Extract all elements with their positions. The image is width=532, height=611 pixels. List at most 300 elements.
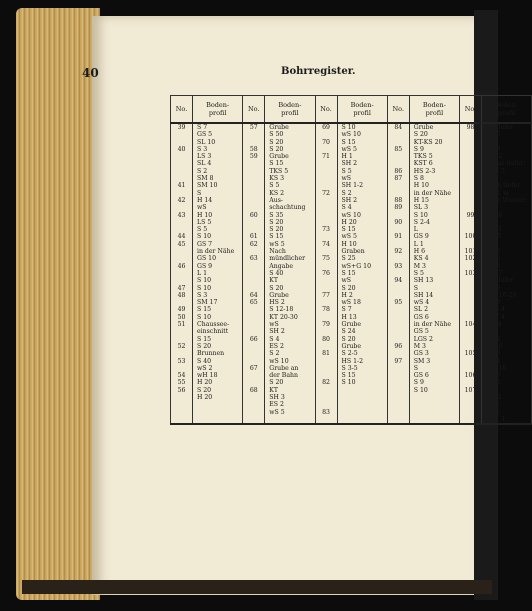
profile-entry: S 40 xyxy=(269,269,284,277)
profile-entry: in der Nähe xyxy=(413,189,451,197)
profile-entry: SL 4 xyxy=(486,357,501,365)
profile-entry: ES 2 xyxy=(269,342,284,350)
profile-entry: TKS 5 xyxy=(413,153,433,161)
profile-entry: TKS 5 xyxy=(486,167,505,175)
profile-entry: S 50 xyxy=(269,131,284,139)
bore-number xyxy=(388,226,409,233)
profile-column xyxy=(265,123,315,424)
profile-entry: SH 14 xyxy=(413,291,434,299)
bore-number xyxy=(243,409,264,416)
bore-number xyxy=(171,153,192,160)
bore-number: 43 xyxy=(177,211,186,219)
profile-entry: S 24 xyxy=(341,328,356,336)
profile-entry: etwas tiefer: xyxy=(486,160,526,168)
bore-number xyxy=(316,248,337,255)
bore-number xyxy=(388,160,409,167)
profile-entry: KS 3 xyxy=(269,175,285,183)
bore-number: 63 xyxy=(249,255,258,263)
bore-number: 96 xyxy=(394,342,403,350)
bore-number xyxy=(316,372,337,379)
bore-number: 105 xyxy=(464,350,477,358)
profile-entry: SM 6 xyxy=(486,211,503,219)
bore-number xyxy=(243,372,264,379)
bore-number xyxy=(171,277,192,284)
profile-entry: S xyxy=(413,364,418,372)
profile-entry: KT xyxy=(269,386,278,394)
bore-number xyxy=(388,314,409,321)
profile-entry: S xyxy=(486,218,491,226)
profile-entry: S 25 xyxy=(341,255,356,263)
number-column xyxy=(460,123,482,424)
profile-entry: H 15 xyxy=(413,196,429,204)
profile-entry: S 15 xyxy=(269,233,284,241)
bore-number xyxy=(171,336,192,343)
bore-number xyxy=(388,131,409,138)
profile-entry: S 10 xyxy=(413,386,428,394)
bore-number xyxy=(171,248,192,255)
profile-entry: KT 20-30 xyxy=(269,313,298,321)
profile-entry: SH 2 xyxy=(269,328,285,336)
bore-number xyxy=(171,131,192,138)
profile-entry: SL 6 xyxy=(486,262,501,270)
bore-number xyxy=(388,292,409,299)
profile-entry: SL 2 xyxy=(413,306,429,314)
profile-entry: SM 3 xyxy=(413,357,431,365)
profile-entry: S 20 xyxy=(269,145,284,153)
bore-number xyxy=(316,314,337,321)
bore-number xyxy=(460,336,481,343)
profile-entry: S 3 xyxy=(197,145,208,153)
profile-entry: wS 5 xyxy=(269,240,285,248)
bore-number: 73 xyxy=(322,226,330,234)
profile-entry: S 15 xyxy=(197,306,212,314)
bore-number xyxy=(388,182,409,189)
bore-number xyxy=(316,358,337,365)
profile-entry: S 15 xyxy=(341,269,356,277)
profile-entry: S 2 xyxy=(197,167,208,175)
bore-number xyxy=(171,365,192,372)
bore-number: 99 xyxy=(466,211,475,219)
header-no: No. xyxy=(387,96,409,124)
bore-number xyxy=(243,306,264,313)
bore-number xyxy=(316,146,337,153)
header-profile: Boden- profil xyxy=(265,96,315,124)
bore-number xyxy=(243,394,264,401)
bore-number xyxy=(243,401,264,408)
bore-number xyxy=(388,153,409,160)
profile-entry: SH 13 xyxy=(413,277,434,285)
bore-number xyxy=(171,226,192,233)
profile-entry: GS 6 xyxy=(413,313,429,321)
bore-number: 81 xyxy=(322,350,330,358)
bore-number: 55 xyxy=(177,379,186,387)
profile-entry: S 9 xyxy=(413,145,424,153)
profile-entry: wS xyxy=(197,204,207,212)
profile-entry: H 20 xyxy=(341,218,357,226)
profile-entry: S 10 xyxy=(413,211,428,219)
bore-number xyxy=(243,160,264,167)
bore-number: 86 xyxy=(394,167,403,175)
profile-entry: SM 10-20 xyxy=(486,291,517,299)
bore-number xyxy=(316,365,337,372)
profile-entry: SM 8 xyxy=(197,175,214,183)
bore-number xyxy=(316,204,337,211)
profile-entry: H 6 xyxy=(413,248,426,256)
bore-number xyxy=(388,306,409,313)
bore-number xyxy=(316,285,337,292)
bore-number xyxy=(460,379,481,386)
bore-number xyxy=(388,285,409,292)
bore-number: 58 xyxy=(249,145,258,153)
bore-number: 51 xyxy=(177,321,186,329)
bore-number xyxy=(316,328,337,335)
profile-entry: SL 4 xyxy=(197,160,212,168)
header-profile: Boden- profil xyxy=(409,96,459,124)
bore-number: 68 xyxy=(249,386,258,394)
bore-number xyxy=(171,204,192,211)
profile-entry: Grube an xyxy=(269,364,299,372)
profile-entry: GS 7 xyxy=(197,240,213,248)
bore-number: 97 xyxy=(394,357,403,365)
profile-entry: S 20 xyxy=(269,138,284,146)
profile-entry: SH 2 xyxy=(341,160,358,168)
profile-entry: S 11 xyxy=(486,401,501,409)
profile-entry: SM 17 xyxy=(197,299,218,307)
profile-entry: H 20 xyxy=(197,379,213,387)
bore-number: 54 xyxy=(177,372,186,380)
profile-entry: Grube xyxy=(269,124,289,131)
profile-entry: Grube xyxy=(269,153,289,161)
profile-entry: S 20 xyxy=(269,226,284,234)
bore-number xyxy=(243,314,264,321)
profile-entry: S 7 xyxy=(486,204,497,212)
bore-number xyxy=(388,190,409,197)
bore-number: 90 xyxy=(394,218,403,226)
bore-number: 107 xyxy=(464,386,477,394)
profile-entry: SM 6 xyxy=(486,342,503,350)
profile-entry: HS 2 xyxy=(486,393,502,401)
bore-number: 102 xyxy=(464,255,477,263)
header-profile: Boden- profil xyxy=(337,96,387,124)
bore-number: 40 xyxy=(177,145,186,153)
profile-entry: GS 6 xyxy=(413,372,429,380)
bore-number xyxy=(460,139,481,146)
bore-number xyxy=(171,139,192,146)
profile-entry: S 5 xyxy=(413,269,424,277)
bore-number xyxy=(460,241,481,248)
profile-entry: Grube xyxy=(341,321,362,329)
profile-entry: der Bahn xyxy=(269,372,299,380)
profile-entry: noch tiefer xyxy=(486,182,521,190)
profile-entry: S 20 xyxy=(197,342,212,350)
bore-number: 75 xyxy=(322,255,330,263)
profile-entry: Aus- xyxy=(269,196,283,204)
profile-entry: S 4 xyxy=(486,240,497,248)
profile-entry: SH 2 xyxy=(341,196,358,204)
bore-number xyxy=(316,263,337,270)
profile-entry: S 3 xyxy=(197,291,208,299)
bore-number: 80 xyxy=(322,335,330,343)
profile-entry: wS xyxy=(341,277,352,285)
profile-entry: wS 2 xyxy=(197,364,213,372)
bore-number: 70 xyxy=(322,138,330,146)
bore-number xyxy=(316,175,337,182)
bore-number xyxy=(460,277,481,284)
profile-entry: S 9 xyxy=(413,379,424,387)
profile-entry: in der Nähe xyxy=(197,248,235,256)
bore-number: 101 xyxy=(464,248,477,256)
bore-number: 85 xyxy=(394,145,403,153)
profile-entry: S 20 xyxy=(413,131,428,139)
bore-number: 94 xyxy=(394,277,403,285)
profile-entry: M 3 xyxy=(413,342,426,350)
bohrregister-table xyxy=(170,95,532,425)
profile-entry: wS 4 xyxy=(413,299,430,307)
bore-number xyxy=(388,212,409,219)
bore-number: 74 xyxy=(322,240,330,248)
bore-number xyxy=(171,219,192,226)
bore-number: 98 xyxy=(466,124,475,131)
profile-entry: S 20 xyxy=(269,218,284,226)
bore-number xyxy=(243,350,264,357)
profile-entry: S 15 xyxy=(341,138,356,146)
profile-entry: eS 6 xyxy=(486,408,500,416)
profile-column xyxy=(409,123,459,424)
profile-entry: H 14 xyxy=(197,196,213,204)
profile-entry: mündlicher xyxy=(269,255,306,263)
bore-number xyxy=(388,139,409,146)
profile-entry: S 10 xyxy=(197,233,212,241)
profile-entry: wS 5 xyxy=(341,233,357,241)
running-head: Bohrregister. xyxy=(281,66,356,77)
bore-number xyxy=(243,131,264,138)
profile-entry: KS 2 xyxy=(269,189,285,197)
profile-entry: H 13 xyxy=(341,313,357,321)
profile-entry: S 35 xyxy=(269,211,284,219)
bore-number xyxy=(171,299,192,306)
bore-number: 53 xyxy=(177,357,186,365)
bore-number xyxy=(243,379,264,386)
bore-number xyxy=(316,131,337,138)
bore-number: 50 xyxy=(177,313,186,321)
bore-number: 104 xyxy=(464,321,477,329)
bore-number xyxy=(388,241,409,248)
profile-entry: SL 3 xyxy=(486,145,501,153)
profile-entry: GS 3 xyxy=(413,350,429,358)
profile-entry: wS xyxy=(341,175,352,183)
bore-number xyxy=(460,160,481,167)
profile-entry: HS 1-2 xyxy=(341,357,364,365)
header-profile: Boden- profil xyxy=(482,96,532,124)
profile-entry: HS 2-3 xyxy=(413,167,436,175)
page-number: 40 xyxy=(82,66,99,80)
profile-entry: Chaussee- xyxy=(197,321,230,329)
profile-entry: SH 3 xyxy=(486,226,502,234)
bore-number xyxy=(243,358,264,365)
profile-entry: schachtung xyxy=(269,204,306,212)
bore-number xyxy=(316,160,337,167)
bore-number: 87 xyxy=(394,175,403,183)
profile-entry: Steilufer xyxy=(486,277,514,285)
table-body-row xyxy=(171,123,532,424)
bore-number: 89 xyxy=(394,204,403,212)
bore-number xyxy=(243,248,264,255)
profile-entry: =SL 1 xyxy=(486,415,506,423)
profile-entry: L xyxy=(413,226,418,234)
bore-number xyxy=(460,204,481,211)
bore-number xyxy=(243,168,264,175)
bore-number xyxy=(460,292,481,299)
bore-number xyxy=(316,277,337,284)
bore-number xyxy=(388,270,409,277)
profile-entry: SL 6 xyxy=(486,350,501,358)
bore-number xyxy=(171,190,192,197)
bore-number xyxy=(316,233,337,240)
header-no: No. xyxy=(171,96,193,124)
bore-number: 103 xyxy=(464,269,477,277)
profile-entry: S 2 xyxy=(341,189,352,197)
profile-entry: M 3 xyxy=(413,262,426,270)
number-column xyxy=(387,123,409,424)
bore-number xyxy=(388,328,409,335)
profile-entry: SH 3 xyxy=(269,393,285,401)
profile-entry: S xyxy=(486,386,491,394)
bore-number xyxy=(243,343,264,350)
bore-number: 76 xyxy=(322,269,330,277)
profile-entry: ca. 1 m xyxy=(486,189,509,197)
bore-number xyxy=(316,299,337,306)
bore-number: 62 xyxy=(249,240,258,248)
bore-number: 44 xyxy=(177,233,186,241)
bore-number xyxy=(243,285,264,292)
bore-number xyxy=(316,401,337,408)
profile-entry: Steilufer xyxy=(486,124,514,131)
profile-entry: LGS 2 xyxy=(413,335,433,343)
bore-number xyxy=(171,350,192,357)
profile-entry: S 10 xyxy=(341,124,356,131)
bore-number xyxy=(316,168,337,175)
profile-entry: Grube xyxy=(269,291,289,299)
bore-number: 57 xyxy=(249,124,258,131)
profile-entry: S 15 xyxy=(341,372,356,380)
bore-number: 72 xyxy=(322,189,330,197)
profile-entry: S 40 xyxy=(197,357,212,365)
bore-number xyxy=(316,343,337,350)
profile-entry: einschnitt xyxy=(197,328,229,336)
profile-entry: S 12-18 xyxy=(269,306,294,314)
bore-number xyxy=(460,168,481,175)
bore-number: 56 xyxy=(177,386,186,394)
profile-entry: SL 2 xyxy=(486,379,501,387)
bore-number xyxy=(316,212,337,219)
profile-entry: S 15 xyxy=(269,160,284,168)
bore-number: 69 xyxy=(322,124,330,131)
bore-number xyxy=(460,146,481,153)
profile-entry: wS 10 xyxy=(341,211,361,219)
bore-number xyxy=(316,182,337,189)
profile-entry: S 10 xyxy=(197,313,212,321)
profile-entry: GS 5 xyxy=(197,131,213,139)
bore-number xyxy=(460,197,481,204)
profile-entry: GS 9 xyxy=(413,233,429,241)
profile-entry: wS 10 xyxy=(269,357,289,365)
bore-number: 65 xyxy=(249,299,258,307)
profile-entry: Brunnen xyxy=(197,350,225,358)
profile-entry: wS xyxy=(269,321,279,329)
profile-entry: S 5 xyxy=(486,175,497,183)
profile-entry: wS+G 10 xyxy=(341,262,372,270)
bore-number: 78 xyxy=(322,306,330,314)
bore-number xyxy=(243,190,264,197)
bore-number xyxy=(243,321,264,328)
profile-column xyxy=(482,123,532,424)
bore-number xyxy=(243,328,264,335)
profile-entry: S 20 xyxy=(269,379,284,387)
profile-entry: Angabe xyxy=(269,262,293,270)
bore-number xyxy=(460,153,481,160)
bore-number xyxy=(316,387,337,394)
bore-number xyxy=(388,321,409,328)
profile-entry: S 10 xyxy=(197,277,212,285)
header-no: No. xyxy=(460,96,482,124)
profile-entry: S 20 xyxy=(197,386,212,394)
bore-number xyxy=(243,182,264,189)
bore-number: 60 xyxy=(249,211,258,219)
profile-entry: SM 10 xyxy=(197,182,218,190)
profile-entry: S 2 xyxy=(269,350,280,358)
bore-number: 46 xyxy=(177,262,186,270)
profile-entry: KS 4 xyxy=(413,255,429,263)
bore-number: 100 xyxy=(464,233,477,241)
profile-entry: SM 2 xyxy=(486,153,503,161)
bore-number: 82 xyxy=(322,379,330,387)
bore-number xyxy=(243,139,264,146)
bore-number xyxy=(388,255,409,262)
bore-number: 48 xyxy=(177,291,186,299)
profile-entry: über Wasser: xyxy=(486,196,528,204)
profile-entry: S 7 xyxy=(197,124,208,131)
profile-entry: wS 5 xyxy=(269,408,285,416)
profile-entry: H 20 xyxy=(197,393,213,401)
profile-entry: H 10 xyxy=(413,182,429,190)
header-row xyxy=(171,96,532,124)
bore-number xyxy=(460,226,481,233)
bore-number xyxy=(460,182,481,189)
bore-number xyxy=(171,328,192,335)
bore-number xyxy=(460,358,481,365)
bore-number: 64 xyxy=(249,291,258,299)
profile-entry: HS 2 xyxy=(269,299,285,307)
bore-number xyxy=(388,350,409,357)
profile-entry: Grube xyxy=(341,342,362,350)
bore-number: 59 xyxy=(249,153,258,161)
bore-number xyxy=(460,401,481,408)
profile-entry: wS 5 xyxy=(341,145,357,153)
profile-entry: S 20 xyxy=(486,131,501,139)
number-column xyxy=(171,123,193,424)
profile-entry: S 2 xyxy=(486,328,497,336)
profile-entry: TKS 5 xyxy=(269,167,289,175)
bore-number: 83 xyxy=(322,408,330,416)
bore-number xyxy=(243,263,264,270)
bore-number: 91 xyxy=(394,233,403,241)
bore-number: 84 xyxy=(394,124,403,131)
bore-number xyxy=(460,175,481,182)
number-column xyxy=(243,123,265,424)
bore-number xyxy=(243,204,264,211)
bore-number xyxy=(460,263,481,270)
profile-entry: S 7 xyxy=(341,306,352,314)
